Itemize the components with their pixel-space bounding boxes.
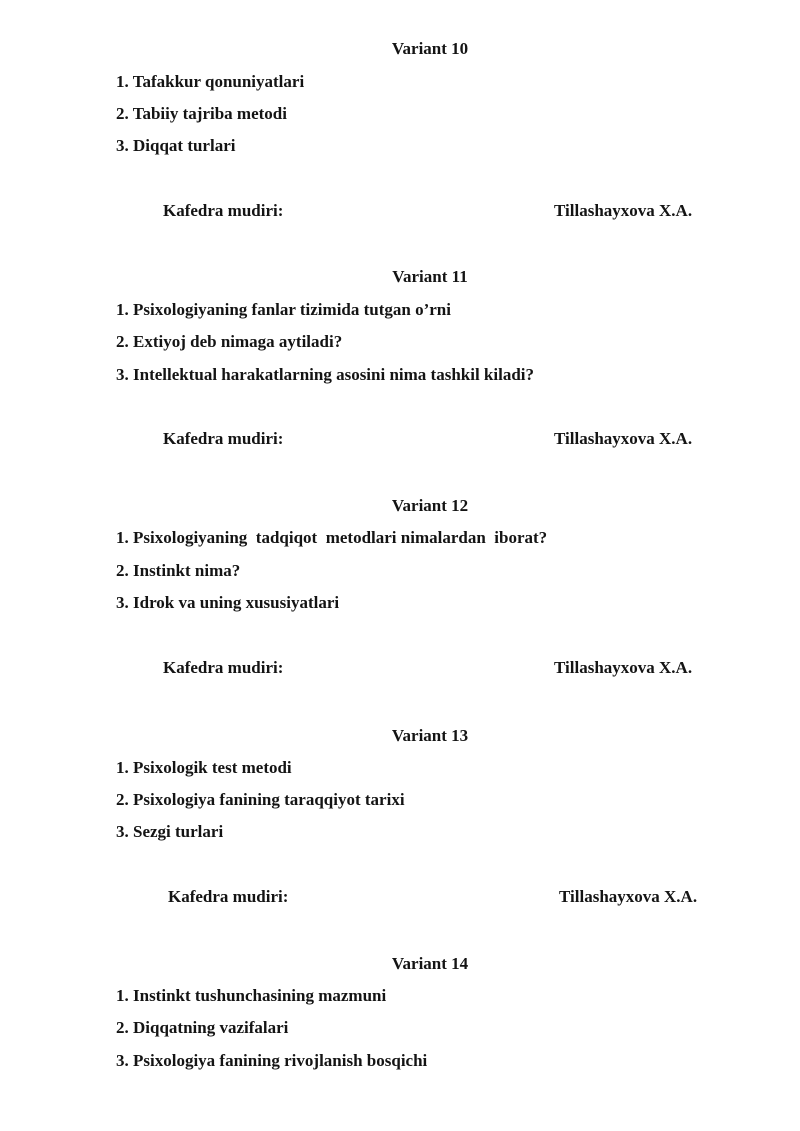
question-item: 1. Psixologiyaning fanlar tizimida tutgan o’rni xyxy=(116,300,451,319)
question-item: 3. Diqqat turlari xyxy=(116,136,236,155)
question-item: 3. Intellektual harakatlarning asosini nima tashkil kiladi? xyxy=(116,365,535,384)
variant-title: Variant 11 xyxy=(392,267,468,286)
question-item: 1. Instinkt tushunchasining mazmuni xyxy=(116,986,387,1005)
question-item: 2. Instinkt nima? xyxy=(116,561,241,580)
variant-title: Variant 12 xyxy=(391,496,469,515)
question-item: 3. Psixologiya fanining rivojlanish bosqichi xyxy=(116,1051,428,1070)
question-item: 1. Psixologiyaning tadqiqot metodlari nimalardan iborat? xyxy=(116,528,548,547)
question-item: 2. Tabiiy tajriba metodi xyxy=(116,104,287,123)
signature-label: Kafedra mudiri: xyxy=(168,887,289,906)
question-item: 2. Extiyoj deb nimaga aytiladi? xyxy=(116,332,343,351)
signature-name: Tillashayxova X.A. xyxy=(559,887,698,906)
question-item: 2. Psixologiya fanining taraqqiyot tarixi xyxy=(116,790,405,809)
question-item: 2. Diqqatning vazifalari xyxy=(116,1018,289,1037)
signature-label: Kafedra mudiri: xyxy=(163,429,284,448)
signature-label: Kafedra mudiri: xyxy=(163,658,284,677)
variant-title: Variant 13 xyxy=(391,726,469,745)
question-item: 1. Psixologik test metodi xyxy=(116,758,292,777)
question-item: 1. Tafakkur qonuniyatlari xyxy=(116,72,305,91)
question-item: 3. Idrok va uning xususiyatlari xyxy=(116,593,340,612)
variant-title: Variant 10 xyxy=(391,39,469,58)
signature-name: Tillashayxova X.A. xyxy=(554,429,693,448)
question-item: 3. Sezgi turlari xyxy=(116,822,224,841)
signature-name: Tillashayxova X.A. xyxy=(554,201,693,220)
signature-label: Kafedra mudiri: xyxy=(163,201,284,220)
signature-name: Tillashayxova X.A. xyxy=(554,658,693,677)
variant-title: Variant 14 xyxy=(391,954,469,973)
